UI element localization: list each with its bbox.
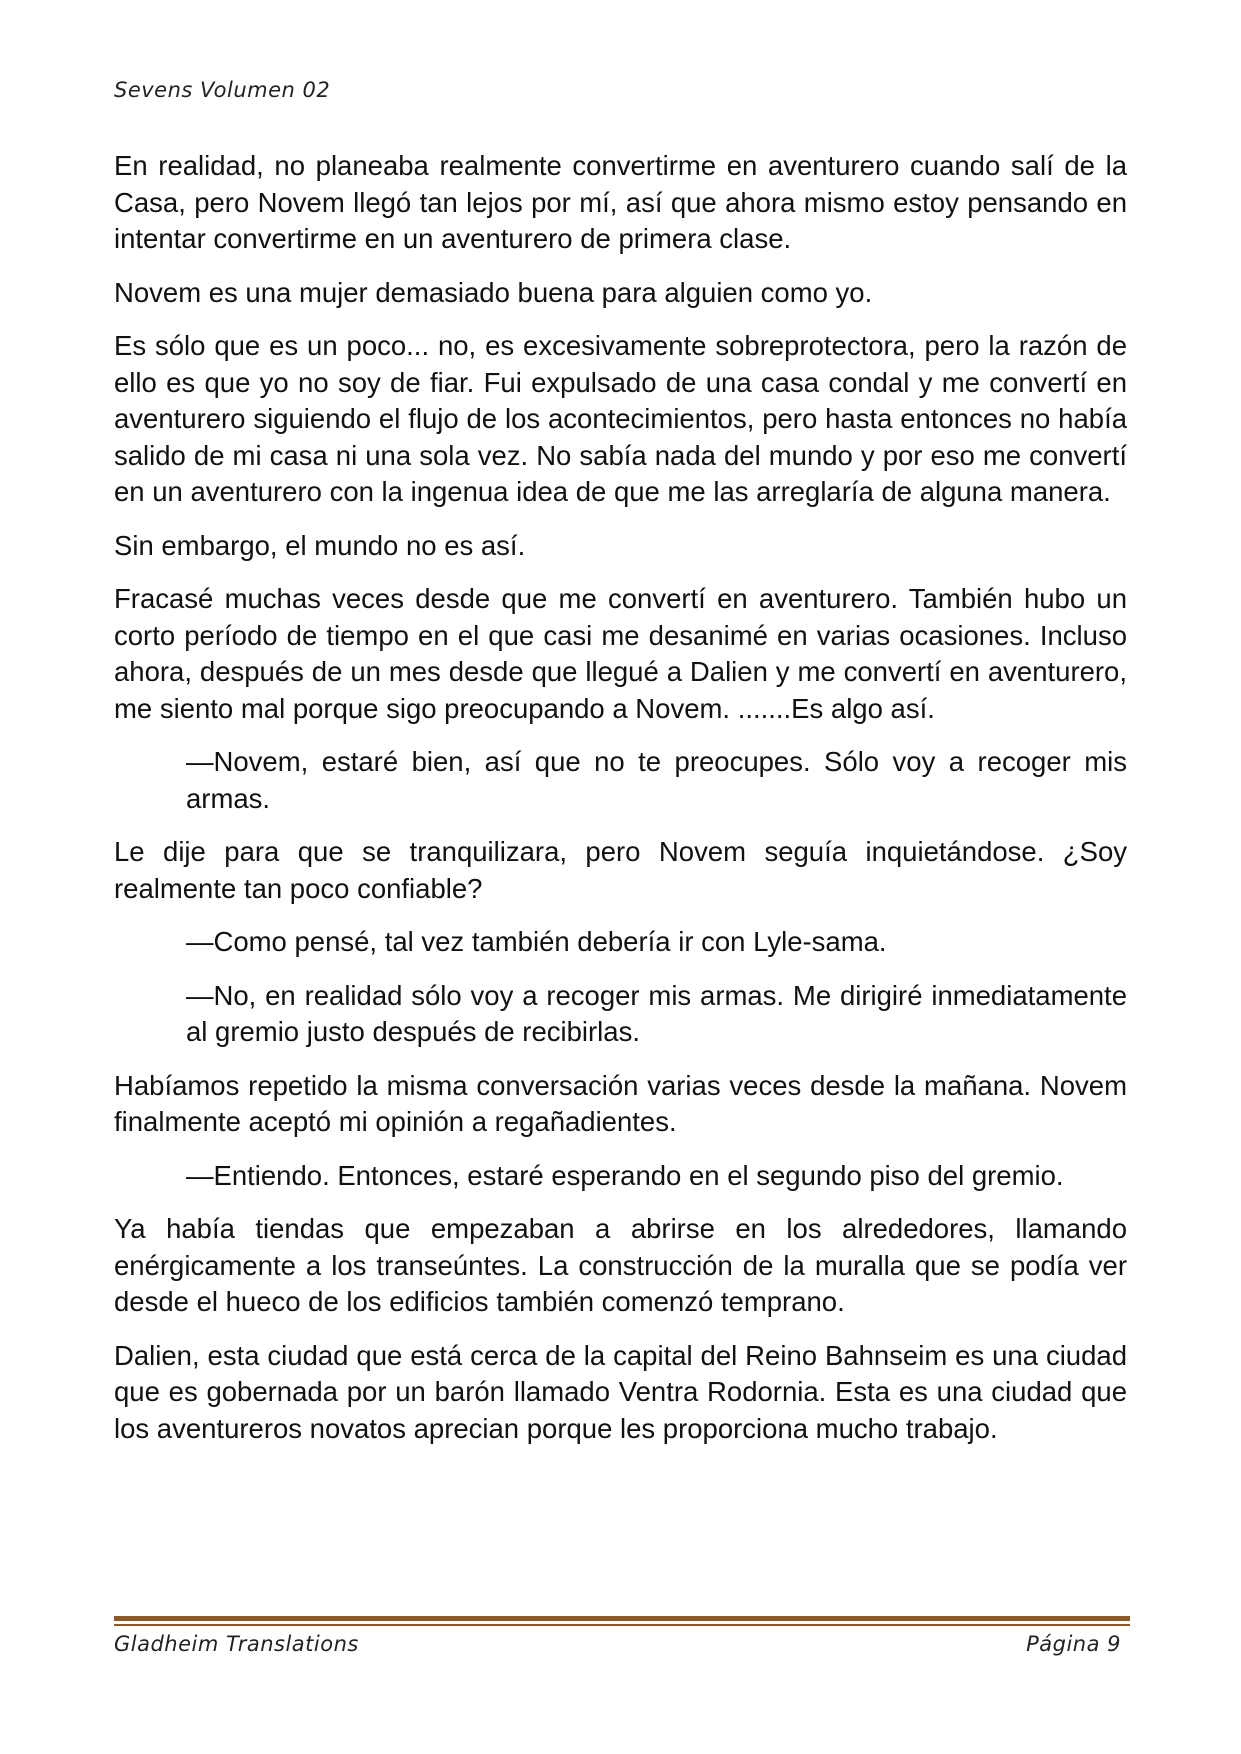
paragraph: Habíamos repetido la misma conversación varias veces desde la mañana. Novem finalmente aceptó mi opinión a regañadientes.	[114, 1069, 1127, 1137]
paragraph: Novem es una mujer demasiado buena para alguien como yo.	[114, 276, 873, 308]
footer-rule	[114, 1616, 1130, 1621]
dialogue-line: —Novem, estaré bien, así que no te preocupes. Sólo voy a recoger mis armas.	[186, 746, 1127, 814]
paragraph: Ya había tiendas que empezaban a abrirse en los alrededores, llamando enérgicamente a los transeúntes. La construcción de la muralla que se podía ver desde el hueco de los edificios también comenzó temprano.	[114, 1213, 1127, 1317]
paragraph: En realidad, no planeaba realmente convertirme en aventurero cuando salí de la Casa, pero Novem llegó tan lejos por mí, así que ahora mismo estoy pensando en intentar convertirme en un aventurero de primera clase.	[114, 150, 1127, 254]
paragraph: Fracasé muchas veces desde que me convertí en aventurero. También hubo un corto período de tiempo en el que casi me desanimé en varias ocasiones. Incluso ahora, después de un mes desde que llegué a Dalien y me convertí en aventurero, me siento mal porque sigo preocupando a Novem. .......Es algo así.	[114, 583, 1127, 724]
dialogue-line: —No, en realidad sólo voy a recoger mis armas. Me dirigiré inmediatamente al gremio justo después de recibirlas.	[186, 979, 1127, 1047]
running-header: Sevens Volumen 02	[114, 78, 331, 102]
paragraph: Sin embargo, el mundo no es así.	[114, 529, 526, 561]
page-number: Página 9	[1026, 1632, 1121, 1656]
paragraph: Le dije para que se tranquilizara, pero Novem seguía inquietándose. ¿Soy realmente tan poco confiable?	[114, 836, 1127, 904]
dialogue-line: —Entiendo. Entonces, estaré esperando en el segundo piso del gremio.	[186, 1159, 1064, 1191]
dialogue-line: —Como pensé, tal vez también debería ir con Lyle-sama.	[186, 926, 887, 957]
paragraph: Dalien, esta ciudad que está cerca de la capital del Reino Bahnseim es una ciudad que es gobernada por un barón llamado Ventra Rodornia. Esta es una ciudad que los aventureros novatos aprecian porque les proporciona mucho trabajo.	[114, 1339, 1127, 1444]
page-body	[114, 148, 1127, 1464]
footer-publisher: Gladheim Translations	[114, 1632, 359, 1656]
footer-rule-thin	[114, 1624, 1130, 1626]
paragraph: Es sólo que es un poco... no, es excesivamente sobreprotectora, pero la razón de ello es que yo no soy de fiar. Fui expulsado de una casa condal y me convertí en aventurero siguiendo el flujo de los acontecimientos, pero hasta entonces no había salido de mi casa ni una sola vez. No sabía nada del mundo y por eso me convertí en un aventurero con la ingenua idea de que me las arreglaría de alguna manera.	[114, 330, 1127, 507]
